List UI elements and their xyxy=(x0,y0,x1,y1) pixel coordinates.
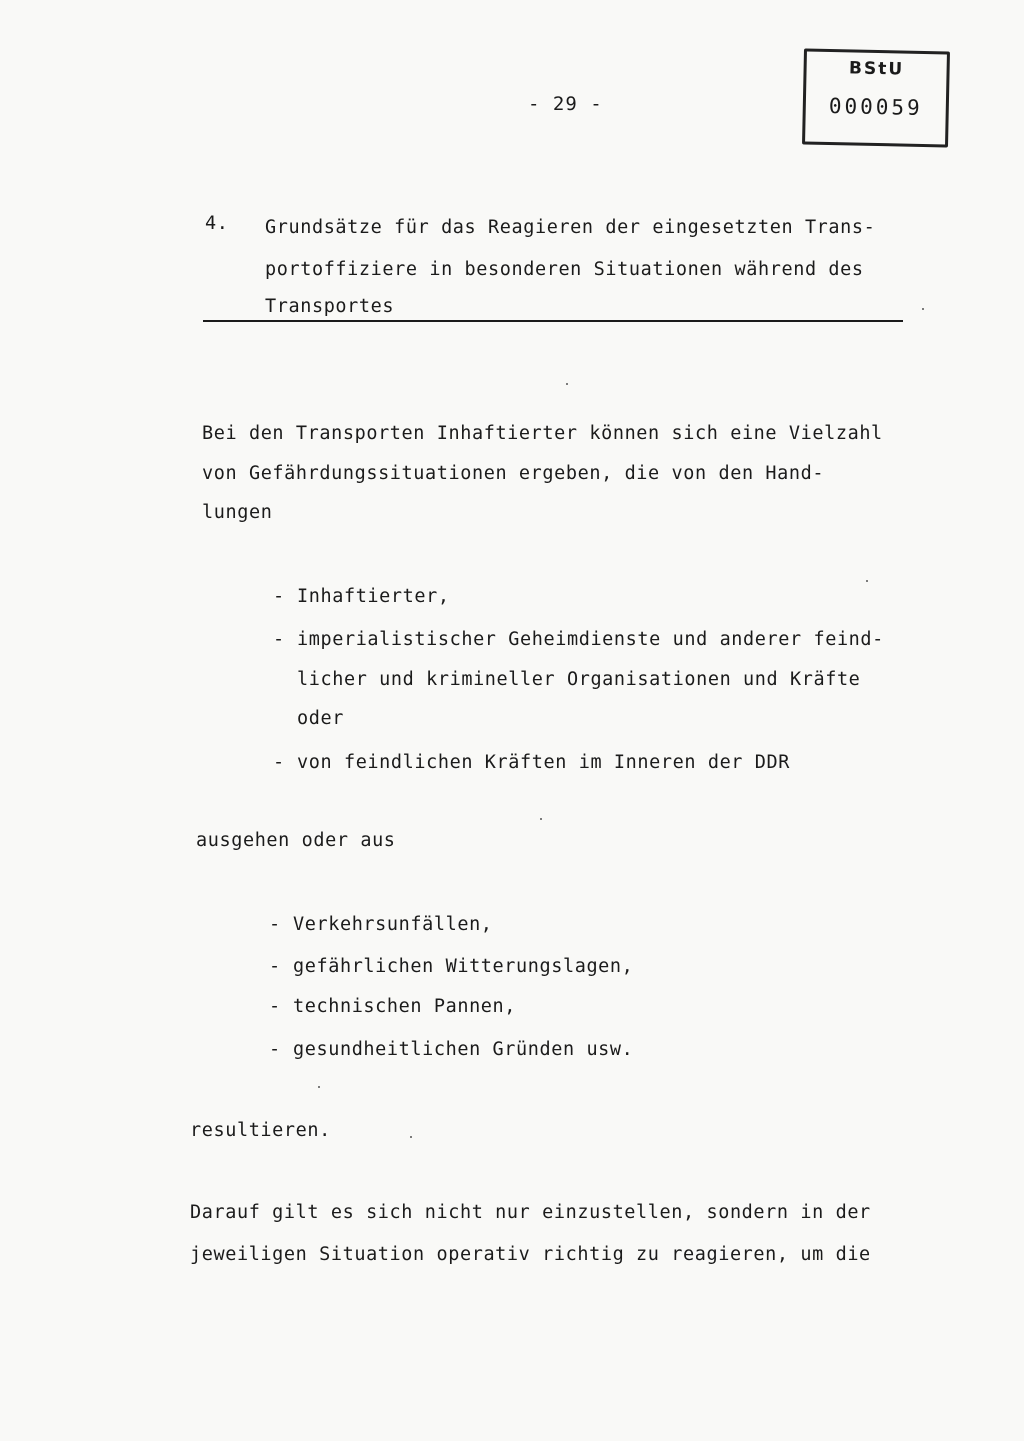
scan-speck xyxy=(410,1136,412,1138)
list-item: gefährlichen Witterungslagen, xyxy=(293,956,634,977)
list-item: technischen Pannen, xyxy=(293,996,517,1017)
section-heading-line: Grundsätze für das Reagieren der eingesetzten Trans- xyxy=(265,217,876,238)
stamp-label: BStU xyxy=(848,58,905,80)
paragraph-line: von Gefährdungssituationen ergeben, die von den Hand- xyxy=(202,463,825,484)
paragraph-line: Darauf gilt es sich nicht nur einzustellen, sondern in der xyxy=(190,1202,871,1223)
paragraph-line: lungen xyxy=(202,502,273,523)
list-item: Inhaftierter, xyxy=(297,586,450,607)
section-number: 4. xyxy=(205,213,229,234)
list-dash: - xyxy=(269,996,281,1017)
list-dash: - xyxy=(269,1039,281,1060)
heading-underline xyxy=(203,320,903,322)
list-dash: - xyxy=(273,752,285,773)
list-item: imperialistischer Geheimdienste und anderer feind- xyxy=(297,629,884,650)
section-heading-line: portoffiziere in besonderen Situationen während des xyxy=(265,259,864,280)
archive-stamp xyxy=(802,48,950,147)
scan-speck xyxy=(540,818,542,820)
list-dash: - xyxy=(269,914,281,935)
section-heading-line: Transportes xyxy=(265,296,395,317)
scan-speck xyxy=(866,580,868,582)
scan-speck xyxy=(566,383,568,385)
stamp-number: 000059 xyxy=(828,94,923,120)
connector-line: ausgehen oder aus xyxy=(196,830,396,851)
list-item-continuation: oder xyxy=(297,708,344,729)
list-dash: - xyxy=(273,629,285,650)
list-item-continuation: licher und krimineller Organisationen und Kräfte xyxy=(297,669,861,690)
list-item: gesundheitlichen Gründen usw. xyxy=(293,1039,634,1060)
scan-speck xyxy=(318,1086,320,1088)
paragraph-line: jeweiligen Situation operativ richtig zu reagieren, um die xyxy=(190,1244,871,1265)
list-item: von feindlichen Kräften im Inneren der DDR xyxy=(297,752,790,773)
list-item: Verkehrsunfällen, xyxy=(293,914,493,935)
list-dash: - xyxy=(269,956,281,977)
page-number: - 29 - xyxy=(528,93,603,115)
paragraph-line: Bei den Transporten Inhaftierter können sich eine Vielzahl xyxy=(202,423,883,444)
list-dash: - xyxy=(273,586,285,607)
closing-line: resultieren. xyxy=(190,1120,331,1141)
scan-speck xyxy=(922,308,924,310)
